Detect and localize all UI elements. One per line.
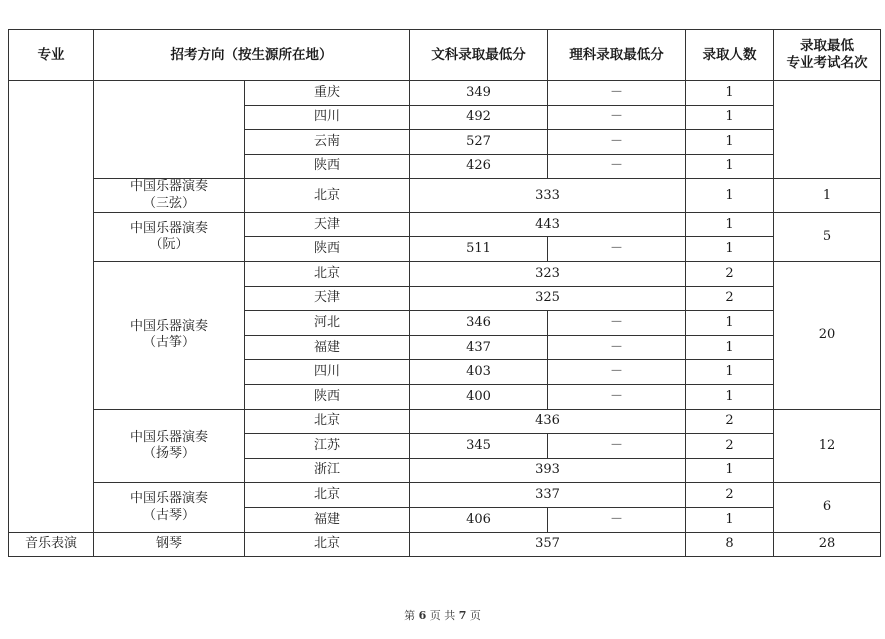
page-footer [0, 607, 885, 623]
header-liberal-min: 文科录取最低分 [410, 30, 548, 81]
region-cell: 天津 [245, 212, 410, 237]
rank-cell [774, 81, 881, 179]
footer-total-pages: 7 [458, 609, 467, 622]
direction-cell: 中国乐器演奏 （古琴） [94, 483, 245, 532]
footer-suffix: 页 [469, 609, 481, 622]
min-score-merged-cell: 337 [410, 483, 686, 508]
liberal-min-cell: 406 [410, 508, 548, 533]
science-min-cell: － [548, 154, 686, 179]
region-cell: 浙江 [245, 458, 410, 483]
footer-mid: 页 共 [429, 609, 456, 622]
science-min-cell: － [548, 81, 686, 106]
min-score-merged-cell: 436 [410, 409, 686, 434]
science-min-cell: － [548, 385, 686, 410]
count-cell: 2 [686, 286, 774, 311]
count-cell: 1 [686, 360, 774, 385]
science-min-cell: － [548, 508, 686, 533]
liberal-min-cell: 345 [410, 434, 548, 459]
science-min-cell: － [548, 311, 686, 336]
header-count: 录取人数 [686, 30, 774, 81]
rank-cell: 28 [774, 532, 881, 557]
direction-cell [94, 81, 245, 179]
count-cell: 2 [686, 262, 774, 287]
region-cell: 北京 [245, 179, 410, 213]
region-cell: 重庆 [245, 81, 410, 106]
region-cell: 福建 [245, 508, 410, 533]
count-cell: 1 [686, 335, 774, 360]
science-min-cell: － [548, 130, 686, 155]
liberal-min-cell: 527 [410, 130, 548, 155]
region-cell: 北京 [245, 532, 410, 557]
region-cell: 北京 [245, 483, 410, 508]
direction-cell: 中国乐器演奏 （扬琴） [94, 409, 245, 483]
count-cell: 1 [686, 458, 774, 483]
science-min-cell: － [548, 237, 686, 262]
header-row [9, 30, 881, 81]
table-row [9, 179, 881, 213]
min-score-merged-cell: 393 [410, 458, 686, 483]
liberal-min-cell: 426 [410, 154, 548, 179]
count-cell: 1 [686, 311, 774, 336]
rank-cell: 20 [774, 262, 881, 410]
region-cell: 陕西 [245, 154, 410, 179]
count-cell: 1 [686, 179, 774, 213]
table-row [9, 409, 881, 434]
count-cell: 8 [686, 532, 774, 557]
region-cell: 北京 [245, 409, 410, 434]
count-cell: 2 [686, 483, 774, 508]
table-row [9, 212, 881, 237]
liberal-min-cell: 400 [410, 385, 548, 410]
rank-cell: 1 [774, 179, 881, 213]
table-row [9, 262, 881, 287]
liberal-min-cell: 511 [410, 237, 548, 262]
count-cell: 1 [686, 508, 774, 533]
direction-cell: 中国乐器演奏 （三弦） [94, 179, 245, 213]
direction-cell: 中国乐器演奏 （古筝） [94, 262, 245, 410]
region-cell: 江苏 [245, 434, 410, 459]
region-cell: 北京 [245, 262, 410, 287]
header-major: 专业 [9, 30, 94, 81]
admission-table [8, 29, 881, 557]
table-row [9, 81, 881, 106]
rank-cell: 12 [774, 409, 881, 483]
region-cell: 天津 [245, 286, 410, 311]
science-min-cell: － [548, 105, 686, 130]
footer-page-number: 6 [418, 609, 427, 622]
science-min-cell: － [548, 360, 686, 385]
header-direction: 招考方向（按生源所在地） [94, 30, 410, 81]
direction-cell-piano: 钢琴 [94, 532, 245, 557]
footer-prefix: 第 [404, 609, 416, 622]
region-cell: 四川 [245, 105, 410, 130]
min-score-merged-cell: 357 [410, 532, 686, 557]
major-cell-music-performance: 音乐表演 [9, 532, 94, 557]
count-cell: 2 [686, 409, 774, 434]
table-row-piano [9, 532, 881, 557]
region-cell: 云南 [245, 130, 410, 155]
liberal-min-cell: 437 [410, 335, 548, 360]
count-cell: 1 [686, 130, 774, 155]
region-cell: 福建 [245, 335, 410, 360]
liberal-min-cell: 346 [410, 311, 548, 336]
header-science-min: 理科录取最低分 [548, 30, 686, 81]
direction-cell: 中国乐器演奏 （阮） [94, 212, 245, 261]
table-row [9, 483, 881, 508]
region-cell: 四川 [245, 360, 410, 385]
count-cell: 1 [686, 385, 774, 410]
min-score-merged-cell: 323 [410, 262, 686, 287]
region-cell: 河北 [245, 311, 410, 336]
liberal-min-cell: 403 [410, 360, 548, 385]
liberal-min-cell: 492 [410, 105, 548, 130]
min-score-merged-cell: 333 [410, 179, 686, 213]
count-cell: 1 [686, 81, 774, 106]
count-cell: 1 [686, 154, 774, 179]
min-score-merged-cell: 325 [410, 286, 686, 311]
region-cell: 陕西 [245, 237, 410, 262]
rank-cell: 6 [774, 483, 881, 532]
count-cell: 1 [686, 105, 774, 130]
min-score-merged-cell: 443 [410, 212, 686, 237]
region-cell: 陕西 [245, 385, 410, 410]
count-cell: 1 [686, 212, 774, 237]
rank-cell: 5 [774, 212, 881, 261]
major-cell [9, 81, 94, 533]
science-min-cell: － [548, 335, 686, 360]
science-min-cell: － [548, 434, 686, 459]
header-rank: 录取最低 专业考试名次 [774, 30, 881, 81]
count-cell: 1 [686, 237, 774, 262]
count-cell: 2 [686, 434, 774, 459]
liberal-min-cell: 349 [410, 81, 548, 106]
